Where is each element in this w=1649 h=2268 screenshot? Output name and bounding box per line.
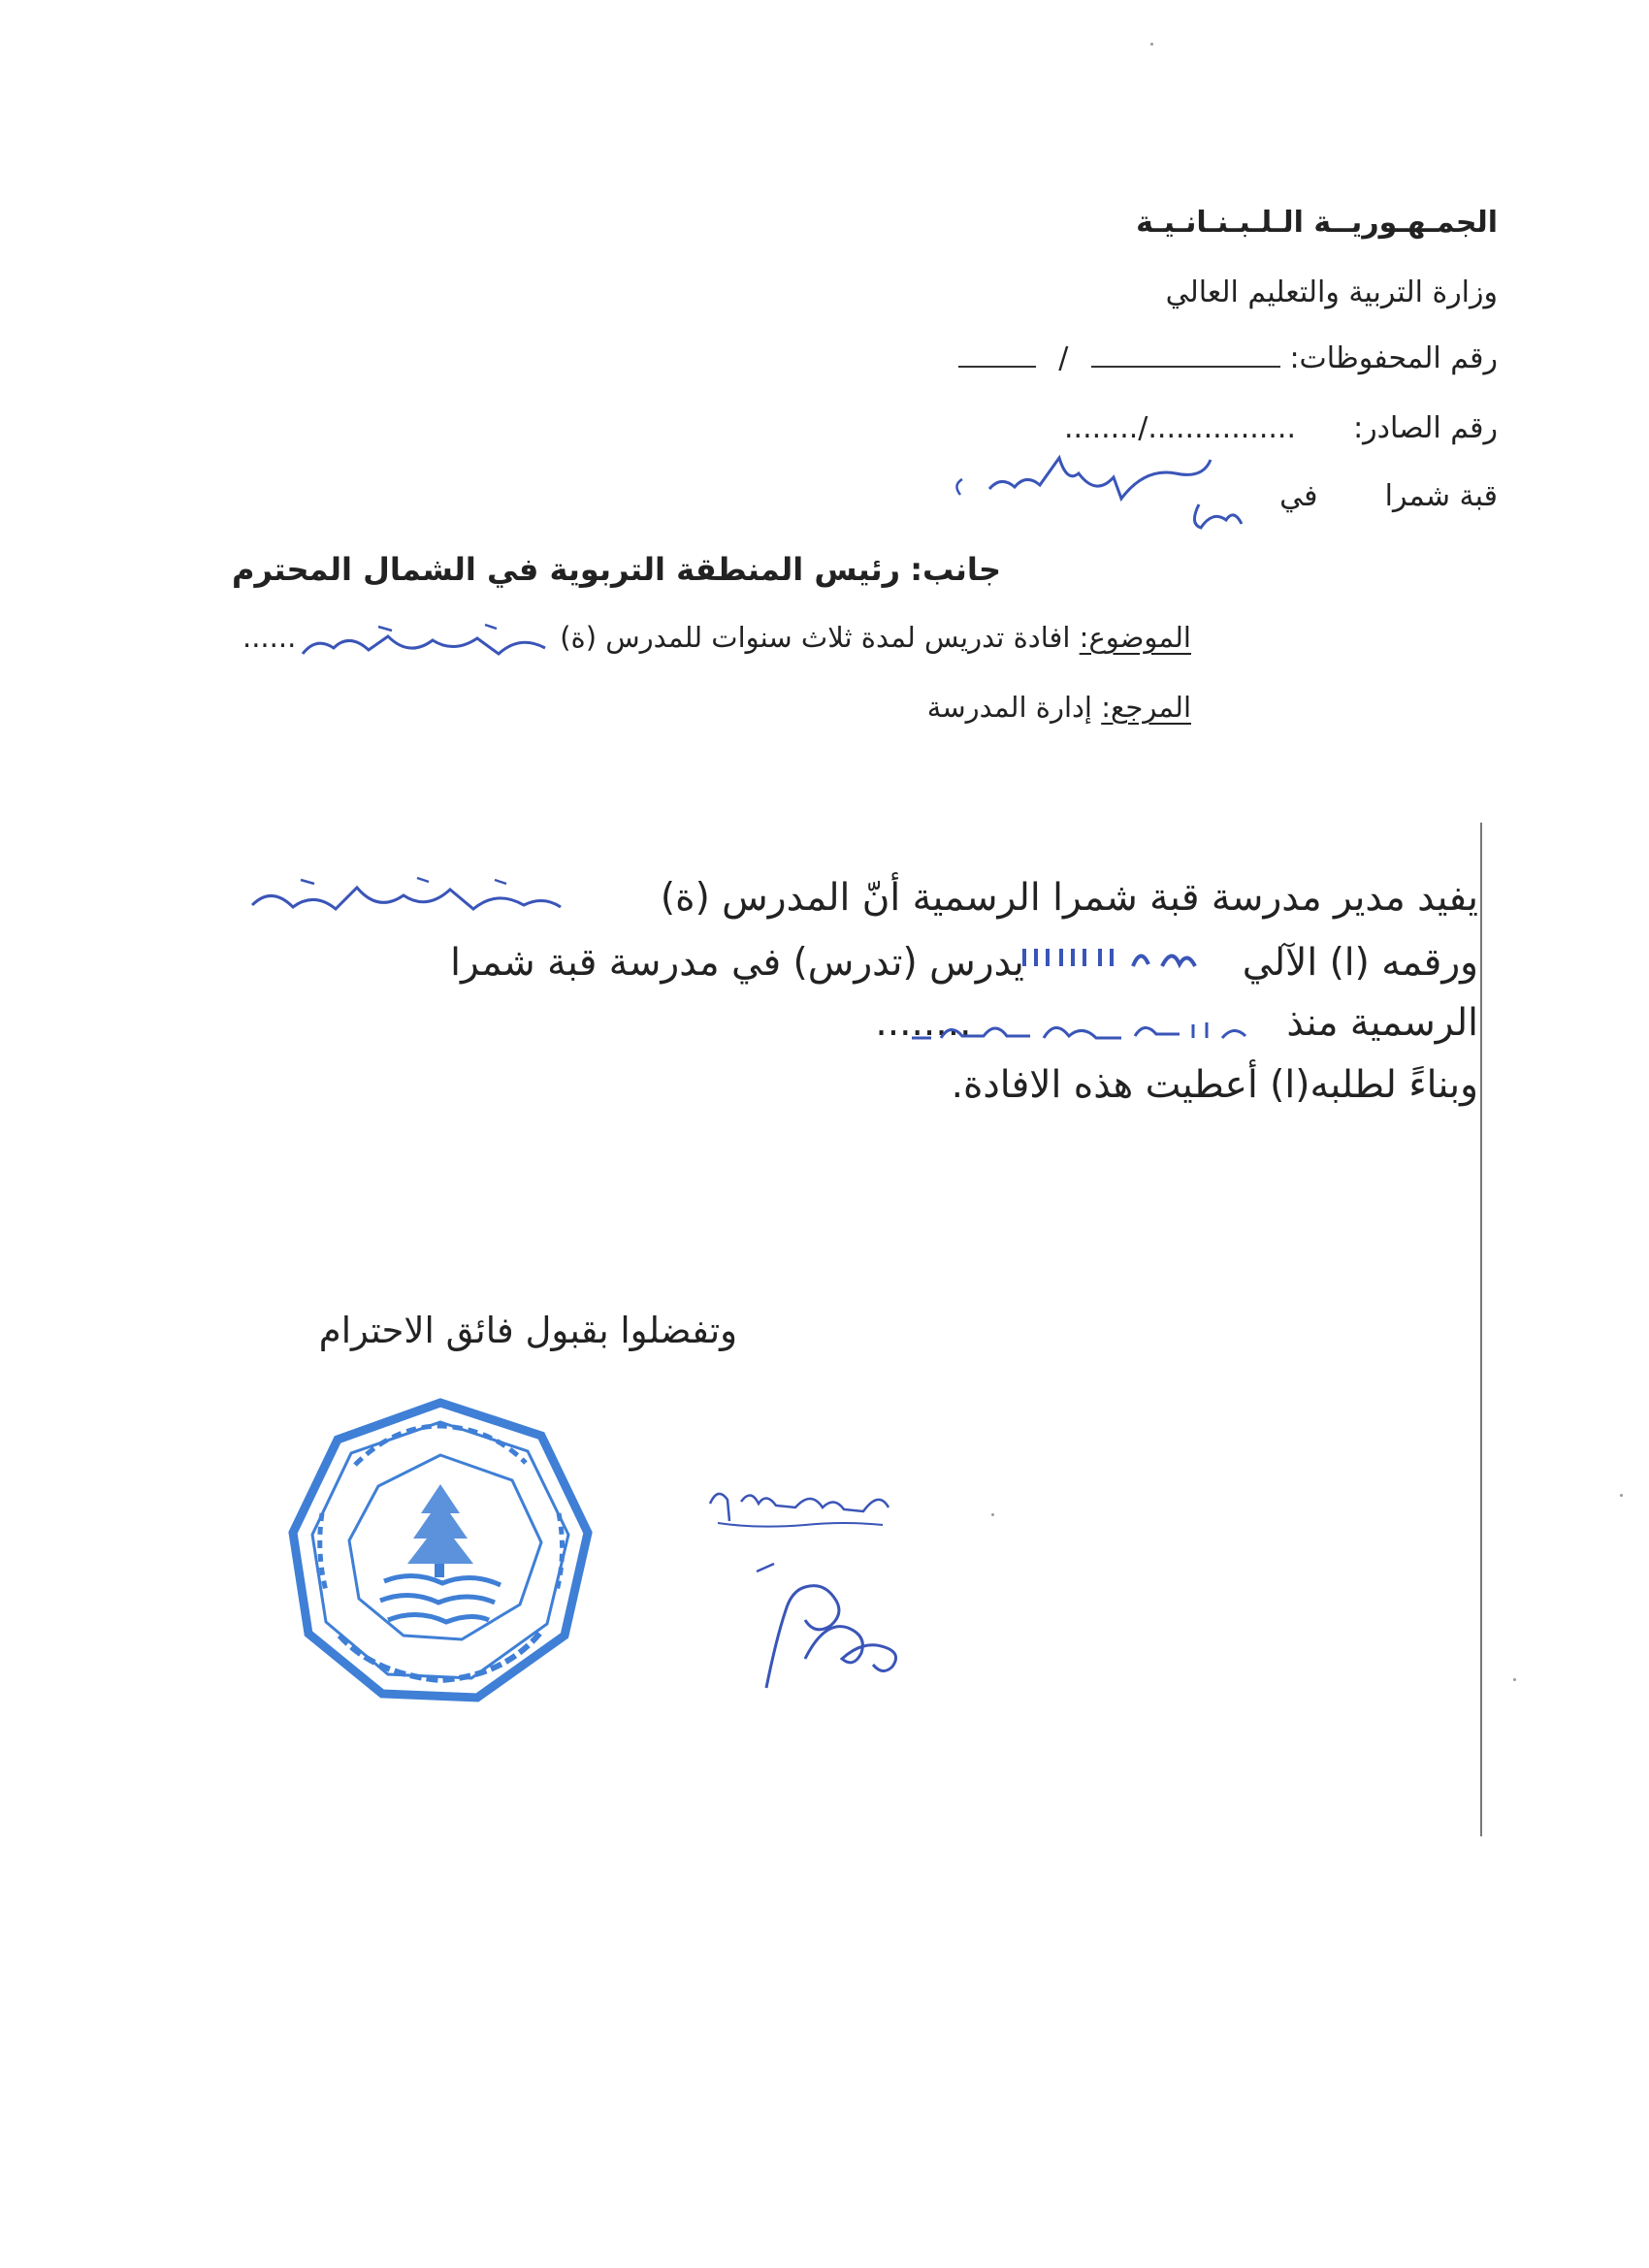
subject-text: افادة تدريس لمدة ثلاث سنوات للمدرس (ة): [560, 621, 1071, 654]
handwritten-since-date: [902, 999, 1271, 1053]
subject-label: الموضوع:: [1079, 621, 1191, 654]
scan-speck: [1620, 1494, 1623, 1497]
in-word: في: [1279, 479, 1318, 513]
outgoing-number-value: ................/........: [1064, 411, 1296, 445]
republic-title: الجمـهـوريــة الـلـبـنـانـيـة: [1136, 206, 1498, 240]
reference-line: [927, 691, 1191, 724]
subject-handwritten-name: [291, 611, 563, 669]
body-line-2-end: يدرس (تدرس) في مدرسة قبة شمرا: [450, 941, 1024, 985]
place-date-line: [1279, 479, 1498, 513]
archive-year-blank: [958, 365, 1036, 368]
reference-label: المرجع:: [1101, 691, 1191, 724]
handwritten-date: [951, 438, 1280, 535]
recipient-line: [232, 551, 1001, 588]
body-line-1-text: يفيد مدير مدرسة قبة شمرا الرسمية أنّ المدرس (ة): [660, 876, 1478, 920]
handwritten-director-name: [698, 1474, 912, 1552]
archive-number-blank: [1091, 365, 1280, 368]
scan-speck: [1513, 1678, 1516, 1681]
ministry-name: وزارة التربية والتعليم العالي: [1165, 275, 1498, 309]
scan-speck: [1150, 43, 1153, 46]
body-line-4: وبناءً لطلبه(ا) أعطيت هذه الافادة.: [951, 1063, 1478, 1107]
recipient-prefix: جانب:: [910, 551, 1001, 588]
recipient-text: رئيس المنطقة التربوية في الشمال المحترم: [232, 551, 901, 588]
body-line-1: [661, 876, 1478, 920]
director-signature: [747, 1552, 922, 1698]
handwritten-employee-number: [1017, 937, 1211, 982]
body-line-2: [450, 941, 1478, 985]
subject-line: [560, 621, 1191, 654]
closing-line: وتفضلوا بقبول فائق الاحترام: [318, 1310, 737, 1351]
archive-number-separator: /: [1058, 341, 1069, 375]
scan-speck: [991, 1513, 994, 1516]
archive-number-label: رقم المحفوظات:: [1289, 341, 1498, 375]
archive-number-line: [958, 341, 1498, 375]
reference-text: إدارة المدرسة: [926, 691, 1092, 724]
margin-line: [1480, 823, 1482, 1836]
outgoing-number-label: رقم الصادر:: [1353, 411, 1498, 445]
official-stamp: [287, 1397, 594, 1703]
body-line-3-start: الرسمية منذ: [1286, 1001, 1478, 1045]
body-line-2-start: ورقمه (ا) الآلي: [1242, 941, 1478, 985]
place-name: قبة شمرا: [1384, 479, 1498, 513]
body-handwritten-teacher-name: [242, 866, 572, 928]
body-line-3-dots: ........: [875, 1001, 972, 1045]
subject-trail: ......: [242, 621, 297, 654]
